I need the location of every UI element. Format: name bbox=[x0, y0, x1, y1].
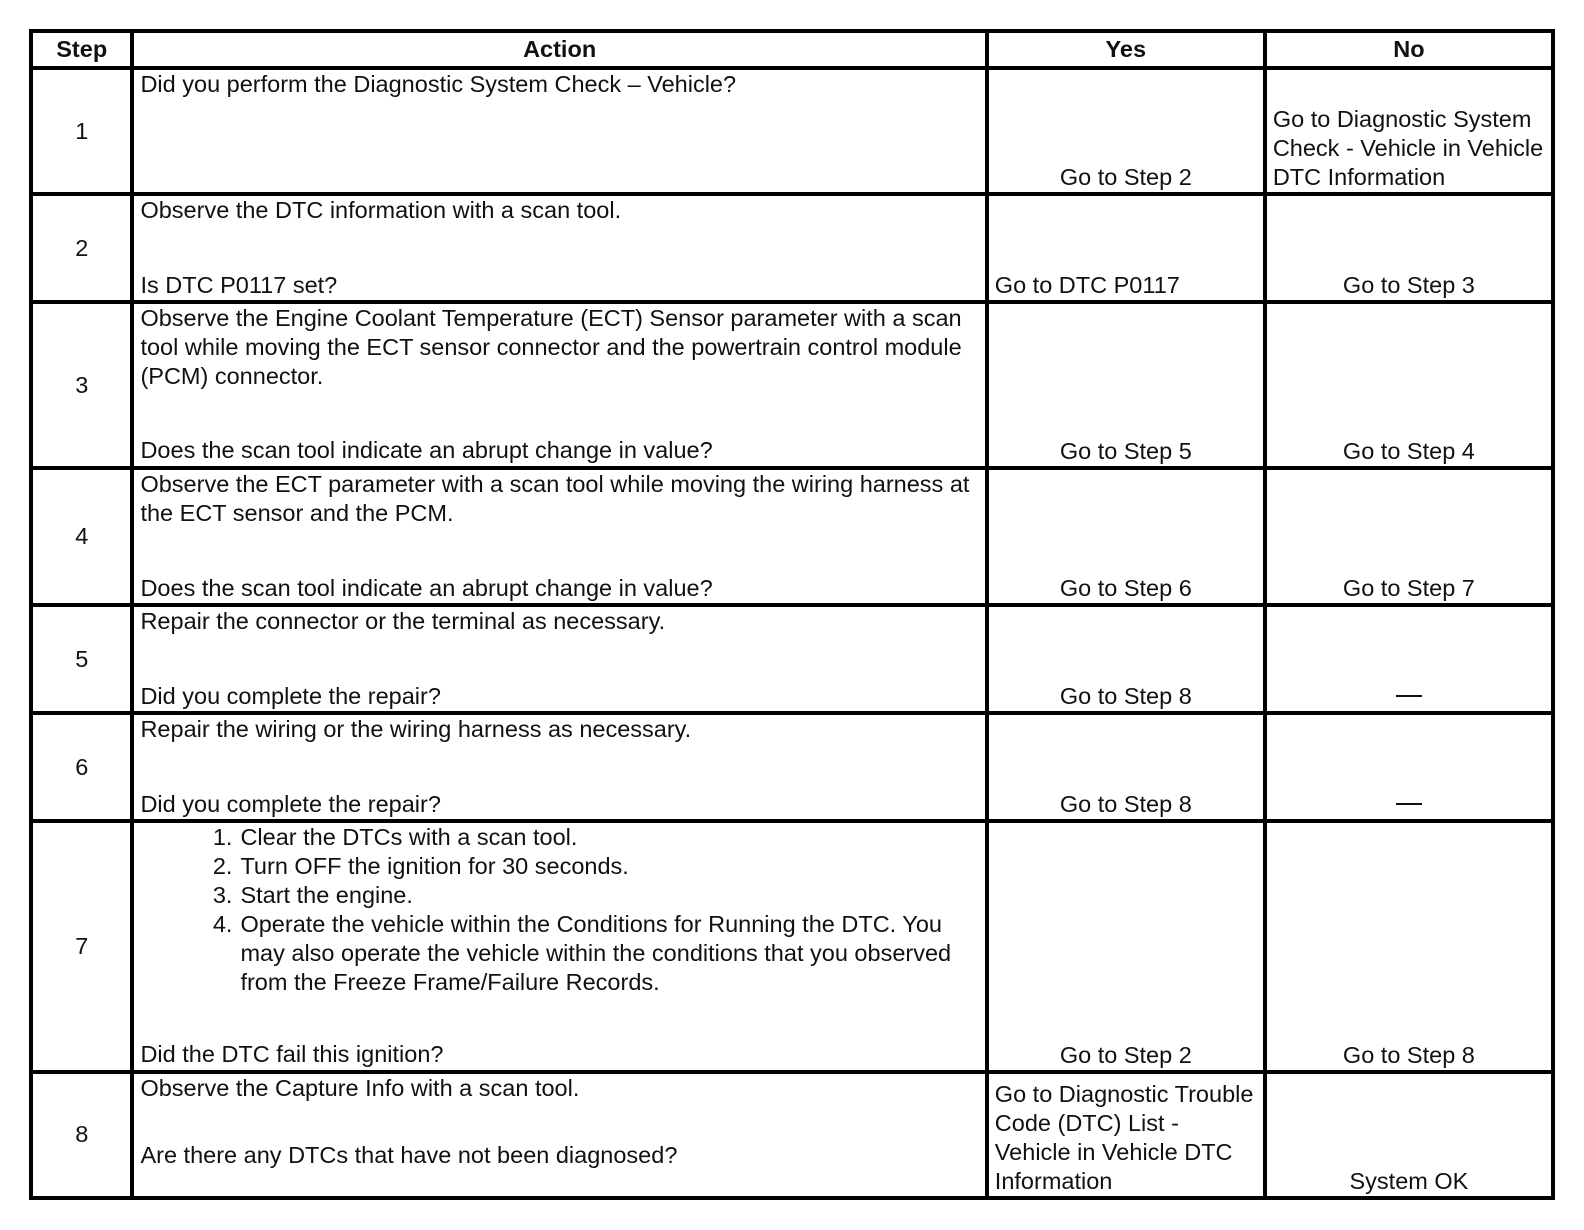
yes-cell: Go to Diagnostic Trouble Code (DTC) List - Vehicle in Vehicle DTC Information bbox=[987, 1072, 1265, 1198]
no-cell: Go to Step 4 bbox=[1265, 302, 1553, 467]
procedure-list bbox=[140, 823, 978, 997]
step-number: 2 bbox=[31, 194, 132, 302]
step-number: 6 bbox=[31, 713, 132, 821]
action-text: Observe the Capture Info with a scan tool. bbox=[140, 1074, 580, 1101]
no-cell: Go to Step 8 bbox=[1265, 821, 1553, 1071]
dash-mark bbox=[1396, 803, 1422, 805]
table-row bbox=[31, 68, 1553, 194]
step-number: 5 bbox=[31, 605, 132, 713]
header-step: Step bbox=[31, 31, 132, 68]
step-number: 7 bbox=[31, 821, 132, 1071]
dash-mark bbox=[1396, 695, 1422, 697]
yes-cell: Go to Step 8 bbox=[987, 605, 1265, 713]
action-cell bbox=[132, 1072, 986, 1198]
action-question: Is DTC P0117 set? bbox=[140, 272, 338, 299]
action-text: Repair the connector or the terminal as necessary. bbox=[140, 607, 666, 634]
list-item bbox=[140, 852, 978, 881]
header-no: No bbox=[1265, 31, 1553, 68]
header-yes: Yes bbox=[987, 31, 1265, 68]
header-action: Action bbox=[132, 31, 986, 68]
action-text: Repair the wiring or the wiring harness as necessary. bbox=[140, 716, 692, 743]
yes-cell: Go to Step 6 bbox=[987, 468, 1265, 605]
list-number: 1. bbox=[212, 824, 233, 851]
action-question: Did you complete the repair? bbox=[140, 791, 441, 818]
yes-cell: Go to Step 8 bbox=[987, 713, 1265, 821]
no-cell: Go to Step 3 bbox=[1265, 194, 1553, 302]
table-row bbox=[31, 194, 1553, 302]
action-question: Did the DTC fail this ignition? bbox=[140, 1041, 444, 1068]
action-question: Are there any DTCs that have not been diagnosed? bbox=[140, 1141, 678, 1168]
no-cell: Go to Step 7 bbox=[1265, 468, 1553, 605]
action-cell bbox=[132, 468, 986, 605]
action-text: Observe the ECT parameter with a scan tool while moving the wiring harness at the ECT sensor and the PCM. bbox=[140, 470, 970, 526]
list-number: 2. bbox=[212, 853, 233, 880]
no-cell bbox=[1265, 605, 1553, 713]
action-cell bbox=[132, 68, 986, 194]
table-row bbox=[31, 713, 1553, 821]
table-row bbox=[31, 302, 1553, 467]
no-cell bbox=[1265, 713, 1553, 821]
action-cell bbox=[132, 194, 986, 302]
table-row bbox=[31, 821, 1553, 1071]
action-question: Does the scan tool indicate an abrupt change in value? bbox=[140, 437, 713, 464]
yes-cell: Go to Step 2 bbox=[987, 821, 1265, 1071]
no-cell: System OK bbox=[1265, 1072, 1553, 1198]
table-row bbox=[31, 1072, 1553, 1198]
action-text: Observe the DTC information with a scan tool. bbox=[140, 197, 622, 224]
list-text: Start the engine. bbox=[240, 882, 413, 909]
yes-cell: Go to DTC P0117 bbox=[987, 194, 1265, 302]
action-question: Did you complete the repair? bbox=[140, 682, 441, 709]
list-number: 3. bbox=[212, 882, 233, 909]
step-number: 8 bbox=[31, 1072, 132, 1198]
step-number: 4 bbox=[31, 468, 132, 605]
diagnostic-table bbox=[29, 29, 1555, 1200]
action-cell bbox=[132, 713, 986, 821]
table-row bbox=[31, 468, 1553, 605]
action-text: Observe the Engine Coolant Temperature (ECT) Sensor parameter with a scan tool while moving the ECT sensor connector and the powertrain control module (PCM) connector. bbox=[140, 305, 962, 390]
list-text: Turn OFF the ignition for 30 seconds. bbox=[240, 853, 629, 880]
action-cell bbox=[132, 821, 986, 1071]
list-item bbox=[140, 823, 978, 852]
list-text: Operate the vehicle within the Conditions for Running the DTC. You may also operate the vehicle within the conditions that you observed from the Freeze Frame/Failure Records. bbox=[240, 911, 952, 996]
action-question: Does the scan tool indicate an abrupt change in value? bbox=[140, 574, 713, 601]
list-text: Clear the DTCs with a scan tool. bbox=[240, 824, 578, 851]
action-cell bbox=[132, 605, 986, 713]
yes-cell: Go to Step 5 bbox=[987, 302, 1265, 467]
step-number: 1 bbox=[31, 68, 132, 194]
action-text: Did you perform the Diagnostic System Check – Vehicle? bbox=[140, 71, 737, 97]
list-item bbox=[140, 910, 978, 997]
action-cell bbox=[132, 302, 986, 467]
yes-cell: Go to Step 2 bbox=[987, 68, 1265, 194]
header-row bbox=[31, 31, 1553, 68]
table-row bbox=[31, 605, 1553, 713]
list-item bbox=[140, 881, 978, 910]
no-cell: Go to Diagnostic System Check - Vehicle in Vehicle DTC Information bbox=[1265, 68, 1553, 194]
step-number: 3 bbox=[31, 302, 132, 467]
list-number: 4. bbox=[212, 911, 233, 938]
